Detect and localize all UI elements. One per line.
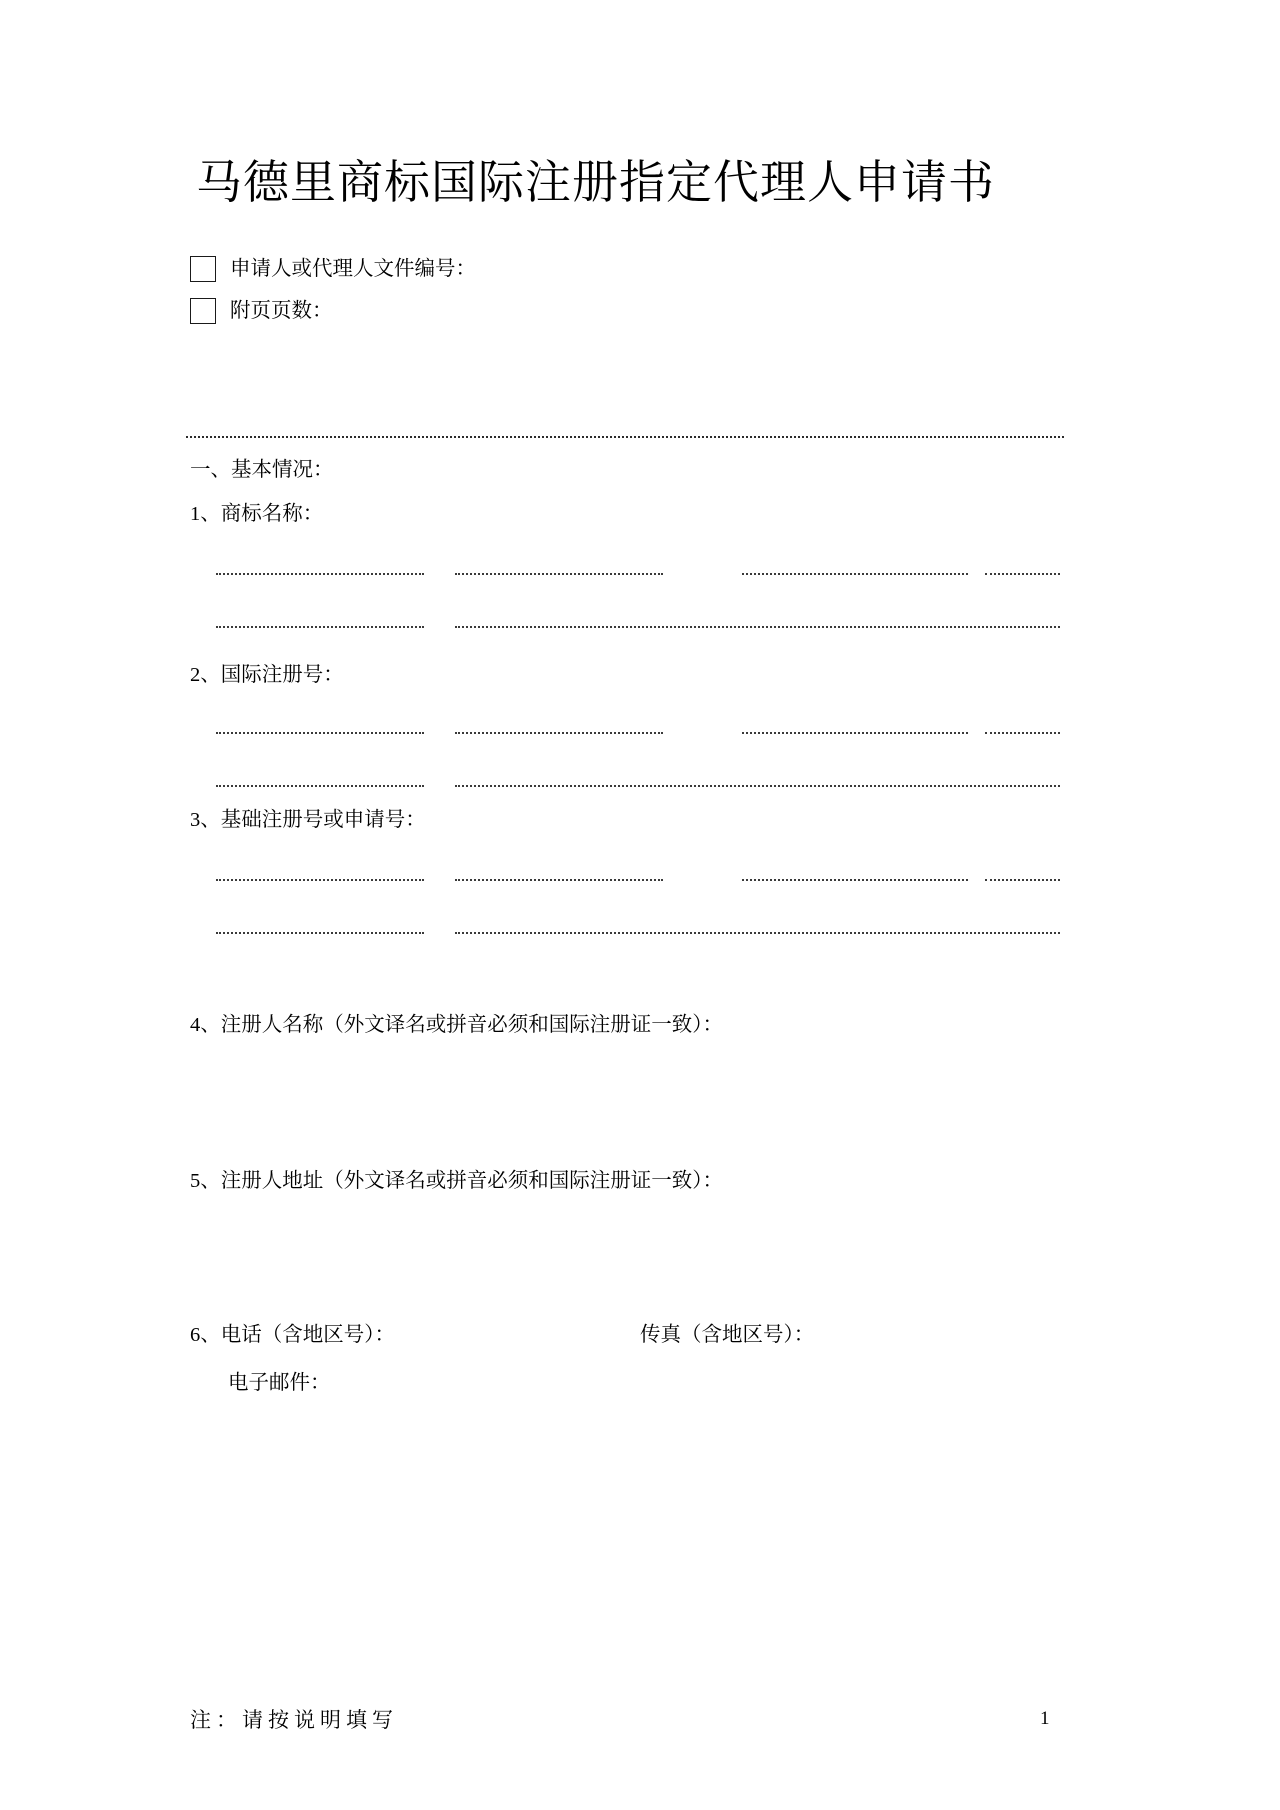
fill-line-trademark-name-r1c3[interactable] <box>742 573 968 575</box>
fill-line-trademark-name-r1c4[interactable] <box>985 573 1060 575</box>
checkbox-file-number[interactable] <box>190 256 216 282</box>
section-heading-basic-info: 一、基本情况： <box>190 459 334 481</box>
field-label-registrant-name: 4、注册人名称（外文译名或拼音必须和国际注册证一致）： <box>190 1014 723 1036</box>
fill-line-intl-reg-no-r1c2[interactable] <box>455 732 663 734</box>
checkbox-attachment-pages[interactable] <box>190 298 216 324</box>
fill-line-intl-reg-no-r1c4[interactable] <box>985 732 1060 734</box>
footer-note: 注：请按说明填写 <box>190 1708 398 1732</box>
fill-line-intl-reg-no-r1c1[interactable] <box>216 732 424 734</box>
fill-line-trademark-name-r1c2[interactable] <box>455 573 663 575</box>
fill-line-base-reg-no-r1c1[interactable] <box>216 879 424 881</box>
checkbox-row-attachment-pages[interactable] <box>190 296 333 326</box>
checkbox-row-file-number[interactable] <box>190 254 476 284</box>
field-label-fax: 传真（含地区号）： <box>640 1324 815 1346</box>
fill-line-intl-reg-no-r2c2[interactable] <box>455 785 1060 787</box>
page-number: 1 <box>1040 1708 1050 1729</box>
field-label-international-registration-number: 2、国际注册号： <box>190 664 344 686</box>
field-label-phone: 6、电话（含地区号）： <box>190 1324 395 1346</box>
fill-line-trademark-name-r2c1[interactable] <box>216 626 424 628</box>
fill-line-trademark-name-r1c1[interactable] <box>216 573 424 575</box>
checkbox-label-file-number: 申请人或代理人文件编号： <box>230 258 476 280</box>
fill-line-intl-reg-no-r1c3[interactable] <box>742 732 968 734</box>
fill-line-trademark-name-r2c2[interactable] <box>455 626 1060 628</box>
checkbox-label-attachment-pages: 附页页数： <box>230 300 333 322</box>
fill-line-intl-reg-no-r2c1[interactable] <box>216 785 424 787</box>
fill-area-registrant-name[interactable] <box>216 1048 1060 1148</box>
section-divider <box>186 436 1064 438</box>
fill-area-registrant-address[interactable] <box>216 1204 1060 1304</box>
page-title: 马德里商标国际注册指定代理人申请书 <box>196 156 995 208</box>
fill-line-base-reg-no-r2c2[interactable] <box>455 932 1060 934</box>
fill-line-base-reg-no-r2c1[interactable] <box>216 932 424 934</box>
field-label-trademark-name: 1、商标名称： <box>190 503 324 525</box>
fill-line-base-reg-no-r1c3[interactable] <box>742 879 968 881</box>
fill-line-base-reg-no-r1c2[interactable] <box>455 879 663 881</box>
fill-line-base-reg-no-r1c4[interactable] <box>985 879 1060 881</box>
field-label-base-registration-number: 3、基础注册号或申请号： <box>190 809 426 831</box>
field-label-email: 电子邮件： <box>228 1372 331 1394</box>
field-label-registrant-address: 5、注册人地址（外文译名或拼音必须和国际注册证一致）： <box>190 1170 723 1192</box>
